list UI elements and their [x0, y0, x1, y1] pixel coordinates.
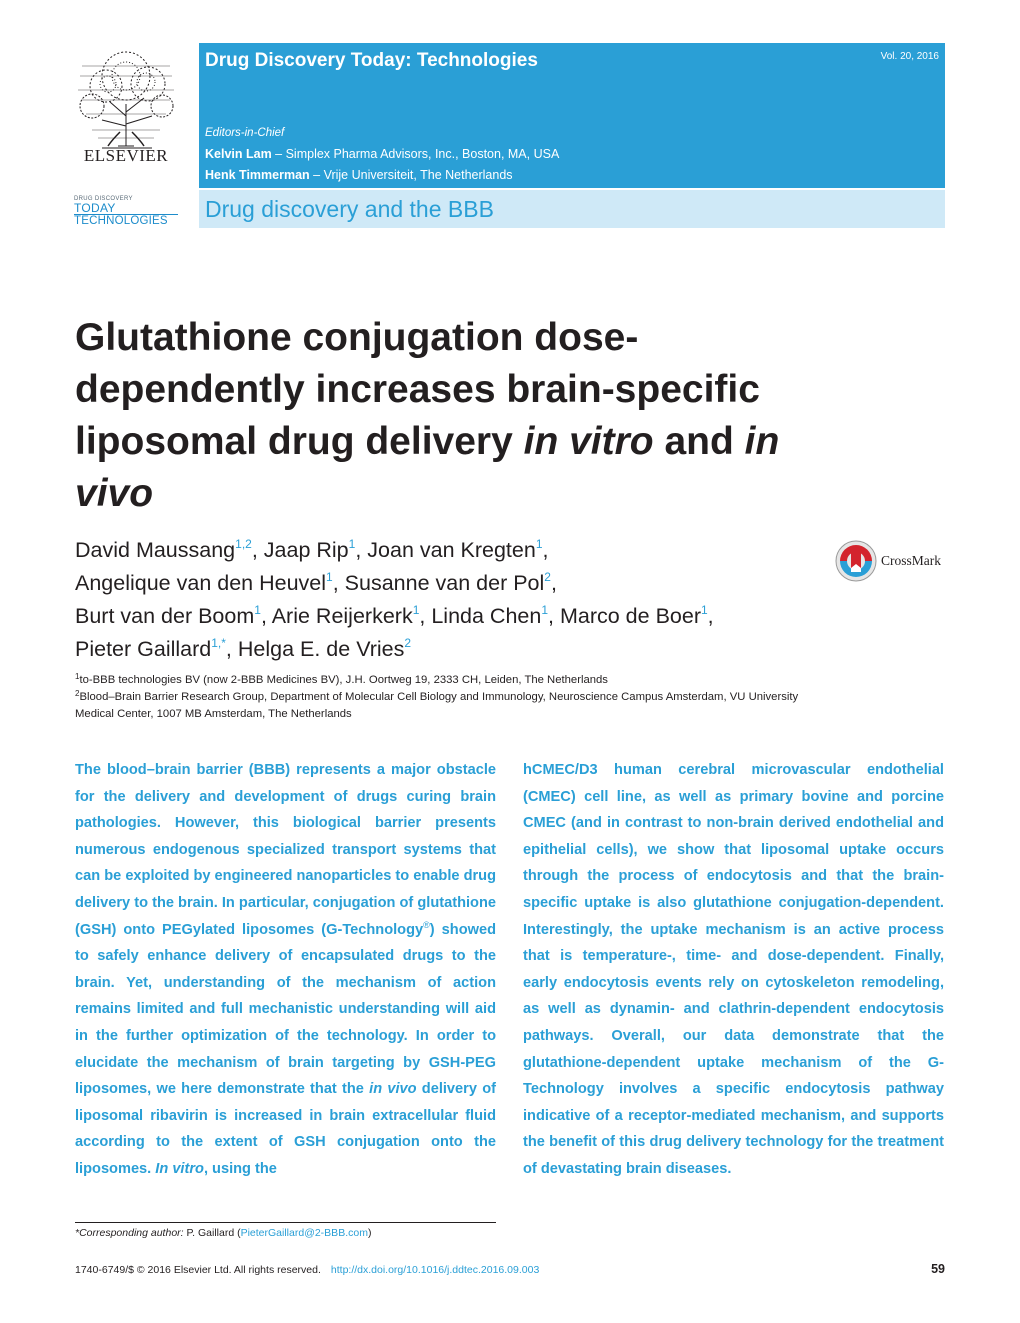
copyright: 1740-6749/$ © 2016 Elsevier Ltd. All rights reserved.: [75, 1264, 321, 1276]
editors-block: [205, 123, 559, 186]
ddt-logo-line3: TECHNOLOGIES: [74, 214, 178, 228]
ddt-logo-line1: DRUG DISCOVERY: [74, 196, 133, 202]
author[interactable]: Jaap Rip$^1$: [263, 537, 356, 562]
title-and: and: [653, 420, 745, 463]
elsevier-wordmark: ELSEVIER: [83, 146, 169, 165]
author[interactable]: Pieter Gaillard$^{1,*}$: [75, 636, 226, 661]
editor-line: [205, 144, 559, 165]
author[interactable]: Arie Reijerkerk$^1$: [271, 603, 420, 628]
volume-label: Vol. 20, 2016: [880, 51, 939, 62]
journal-header: [199, 43, 945, 188]
affiliation: $^2$Blood–Brain Barrier Research Group, Department of Molecular Cell Biology and Immunology, Neuroscience Campus Amsterdam, VU University Medical Center, 1007 MB Amsterdam, The Netherlands: [75, 689, 799, 720]
author[interactable]: David Maussang$^{1,2}$: [75, 537, 252, 562]
editor-name: Kelvin Lam: [205, 147, 272, 161]
crossmark-icon[interactable]: [835, 540, 877, 582]
footer: [75, 1264, 539, 1276]
editor-affiliation: – Vrije Universiteit, The Netherlands: [309, 168, 513, 182]
footnote-rule: [75, 1222, 496, 1223]
title-in-vitro: in vitro: [523, 420, 654, 463]
author-list: David Maussang$^{1,2}$, Jaap Rip$^1$, Joan van Kregten$^1$, Angelique van den Heuvel$^1$, Susanne van der Pol$^2$, Burt van der Boom$^1$, Arie Reijerkerk$^1$, Linda Chen$^1$, Marco de Boer$^1$, Pieter Gaillard$^{1,*}$, Helga E. de Vries$^2$: [75, 537, 714, 661]
abstract-column-right: hCMEC/D3 human cerebral microvascular endothelial (CMEC) cell line, as well as primary bovine and porcine CMEC (and in contrast to non-brain derived endothelial and epithelial cells), we show that liposomal uptake occurs through the process of endocytosis and that the brain-specific uptake is also glutathione conjugation-dependent. Interestingly, the uptake mechanism is an active process that is temperature-, time- and dose-dependent. Finally, early endocytosis events rely on cytoskeleton remodeling, as well as dynamin- and clathrin-dependent endocytosis pathways. Overall, our data demonstrate that the glutathione-dependent uptake mechanism of the G-Technology involves a specific endocytosis pathway indicative of a receptor-mediated mechanism, and supports the benefit of this drug delivery technology for the treatment of devastating brain diseases.: [523, 762, 944, 1177]
author[interactable]: Helga E. de Vries$^2$: [237, 636, 412, 661]
section-title: Drug discovery and the BBB: [205, 196, 494, 222]
elsevier-tree-logo: [72, 46, 180, 152]
affiliation: $^1$to-BBB technologies BV (now 2-BBB Medicines BV), J.H. Oortweg 19, 2333 CH, Leiden, The Netherlands: [75, 672, 608, 686]
footnote-label: *Corresponding author:: [75, 1227, 184, 1239]
title-in-vivo: in vivo: [75, 420, 780, 515]
editors-label: Editors-in-Chief: [205, 127, 285, 139]
section-bar: [199, 190, 945, 228]
abstract-column-left: The blood–brain barrier (BBB) represents a major obstacle for the delivery and development of drugs curing brain pathologies. However, this biological barrier presents numerous endogenous specialized transport systems that can be exploited by engineered nanoparticles to enable drug delivery to the brain. In particular, conjugation of glutathione (GSH) onto PEGylated liposomes (G-Technology®) showed to safely enhance delivery of encapsulated drugs to the brain. Yet, understanding of the mechanism of action remains limited and full mechanistic understanding will aid in the further optimization of the technology. In order to elucidate the mechanism of brain targeting by GSH-PEG liposomes, we here demonstrate that the in vivo delivery of liposomal ribavirin is increased in brain extracellular fluid according to the extent of GSH conjugation onto the liposomes. In vitro, using the: [75, 762, 497, 1177]
editor-affiliation: – Simplex Pharma Advisors, Inc., Boston, MA, USA: [271, 147, 560, 161]
author[interactable]: Marco de Boer$^1$: [559, 603, 708, 628]
doi-link[interactable]: http://dx.doi.org/10.1016/j.ddtec.2016.09.003: [330, 1264, 540, 1276]
page-number: 59: [931, 1262, 945, 1276]
author[interactable]: Joan van Kregten$^1$: [367, 537, 543, 562]
ddt-series-logo: [74, 196, 178, 228]
author[interactable]: Linda Chen$^1$: [431, 603, 549, 628]
crossmark-label[interactable]: CrossMark: [881, 553, 941, 568]
journal-name: Drug Discovery Today: Technologies: [205, 50, 538, 71]
author[interactable]: Burt van der Boom$^1$: [75, 603, 261, 628]
editor-name: Henk Timmerman: [205, 168, 310, 182]
corresponding-author-footnote: *Corresponding author: P. Gaillard (PieterGaillard@2-BBB.com): [75, 1227, 372, 1239]
article-title: [75, 312, 795, 520]
author[interactable]: Susanne van der Pol$^2$: [344, 570, 551, 595]
ddt-logo-line2: TODAY: [74, 201, 116, 215]
affiliations: [75, 672, 835, 723]
editor-line: [205, 165, 559, 186]
email-link[interactable]: PieterGaillard@2-BBB.com: [240, 1227, 368, 1239]
title-text: Glutathione conjugation dose-dependently increases brain-specific liposomal drug delivery: [75, 316, 760, 463]
author[interactable]: Angelique van den Heuvel$^1$: [75, 570, 333, 595]
